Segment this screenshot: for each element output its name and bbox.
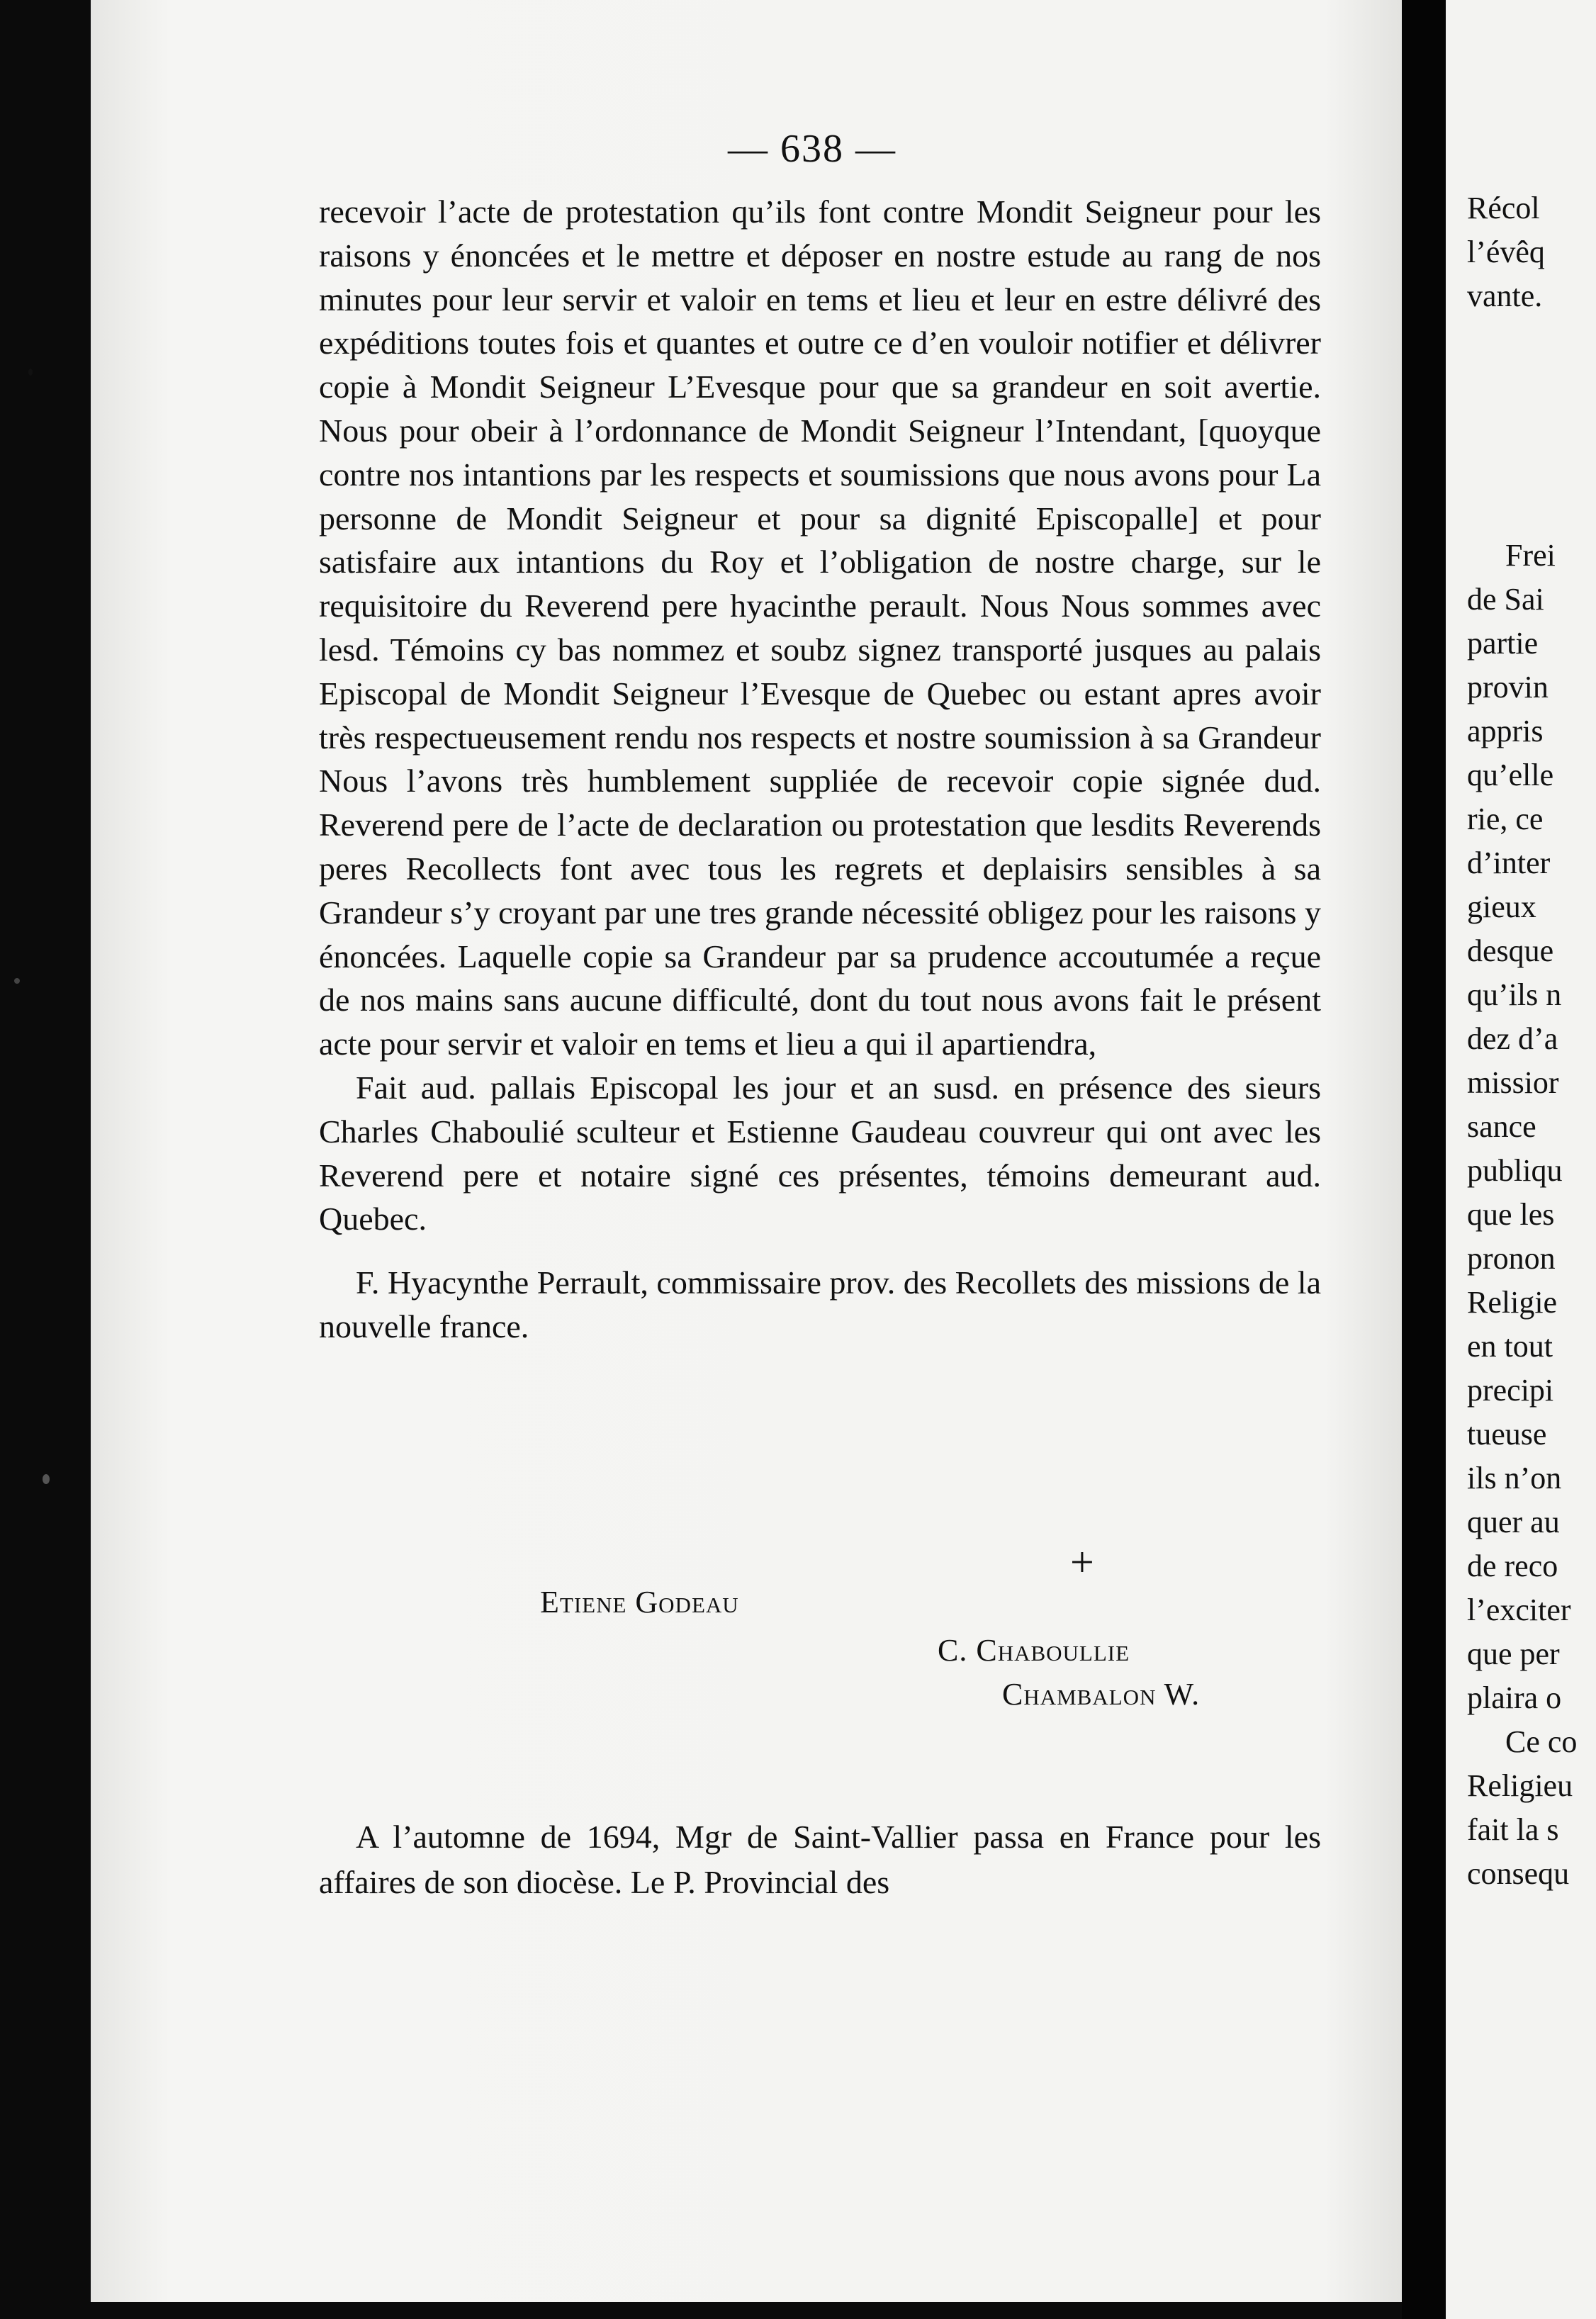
cross-mark: + <box>1070 1539 1094 1585</box>
scan-speck <box>43 1474 50 1484</box>
right-line: de Sai <box>1467 582 1544 617</box>
right-page <box>1446 0 1596 2319</box>
right-line: que les <box>1467 1197 1555 1232</box>
right-line: l’exciter <box>1467 1593 1571 1627</box>
right-line: d’inter <box>1467 846 1551 880</box>
right-line: publiqu <box>1467 1153 1563 1188</box>
book-gutter <box>1402 0 1446 2319</box>
right-line: rie, ce <box>1467 802 1544 836</box>
right-line: vante. <box>1467 279 1543 313</box>
right-line: Ce co <box>1505 1724 1578 1759</box>
right-line: que per <box>1467 1636 1560 1671</box>
right-line: Religie <box>1467 1285 1558 1320</box>
right-line: precipi <box>1467 1373 1554 1408</box>
signature-chaboullie: C. Chaboullie <box>938 1633 1130 1668</box>
right-line: desque <box>1467 933 1554 968</box>
right-line: provin <box>1467 670 1549 704</box>
right-line: Frei <box>1505 538 1556 573</box>
right-line: ils n’on <box>1467 1461 1562 1495</box>
right-line: missior <box>1467 1065 1559 1100</box>
signature-etiene-godeau: Etiene Godeau <box>540 1585 739 1619</box>
paragraph-closing: A l’automne de 1694, Mgr de Saint-Vallier passa en France pour les affaires de son diocèse. Le P. Provincial des <box>319 1819 1321 1900</box>
paragraph-protestation: recevoir l’acte de protestation qu’ils font contre Mondit Seigneur pour les raisons y énoncées et le mettre et déposer en nostre estude au rang de nos minutes pour leur servir et valoir en tems et lieu et leur en estre délivré des expéditions toutes fois et quantes et outre ce d’en vouloir notifier et délivrer copie à Mondit Seigneur L’Evesque pour que sa grandeur en soit avertie. Nous pour obeir à l’ordonnance de Mondit Seigneur l’Intendant, [quoyque contre nos intantions par les respects et soumissions que nous avons pour La personne de Mondit Seigneur et pour sa dignité Episcopalle] et pour satisfaire aux intantions du Roy et l’obligation de nostre charge, sur le requisitoire du Reverend pere hyacinthe perault. Nous Nous sommes avec lesd. Témoins cy bas nommez et soubz signez transporté jusques au palais Episcopal de Mondit Seigneur l’Evesque de Quebec ou estant apres avoir très respectueusement rendu nos respects et nostre soumission à sa Grandeur Nous l’avons très humblement suppliée de recevoir copie signée dud. Reverend pere de l’acte de declaration ou protestation que lesdits Reverends peres Recollects font avec tous les regrets et deplaisirs sensibles à sa Grandeur s’y croyant par une tres grande nécessité obligez pour les raisons y énoncées. Laquelle copie sa Grandeur par sa prudence accoutumée a reçue de nos mains sans aucune difficulté, dont du tout nous avons fait le présent acte pour servir et valoir en tems et lieu a qui il apartiendra, <box>319 193 1321 1062</box>
right-line: dez d’a <box>1467 1021 1558 1056</box>
right-line: de reco <box>1467 1549 1558 1583</box>
right-line: consequ <box>1467 1856 1570 1891</box>
scan-speck <box>28 369 33 376</box>
page-number: — 638 — <box>728 127 897 171</box>
right-line: gieux <box>1467 889 1536 924</box>
right-line: Récol <box>1467 191 1540 225</box>
right-line: sance <box>1467 1109 1536 1144</box>
right-line: quer au <box>1467 1505 1560 1539</box>
right-line: qu’elle <box>1467 758 1554 792</box>
right-line: fait la s <box>1467 1812 1559 1847</box>
right-line: appris <box>1467 714 1544 748</box>
right-line: en tout <box>1467 1329 1553 1364</box>
right-line: plaira o <box>1467 1680 1562 1715</box>
right-line: pronon <box>1467 1241 1556 1276</box>
right-line: qu’ils n <box>1467 977 1562 1012</box>
right-line: partie <box>1467 626 1539 661</box>
right-line: Religieu <box>1467 1768 1573 1803</box>
paragraph-fait: Fait aud. pallais Episcopal les jour et an susd. en présence des sieurs Charles Chaboulié sculteur et Estienne Gaudeau couvreur qui ont avec les Reverend pere et notaire signé ces présentes, témoins demeurant aud. Quebec. <box>319 1069 1321 1237</box>
right-line: l’évêq <box>1467 235 1545 269</box>
body-text <box>319 190 1321 1349</box>
right-line: tueuse <box>1467 1417 1547 1452</box>
signature-chambalon: Chambalon W. <box>1002 1677 1201 1712</box>
paragraph-signatory: F. Hyacynthe Perrault, commissaire prov. des Recollets des missions de la nouvelle france. <box>319 1264 1321 1344</box>
scan-speck <box>14 978 20 984</box>
